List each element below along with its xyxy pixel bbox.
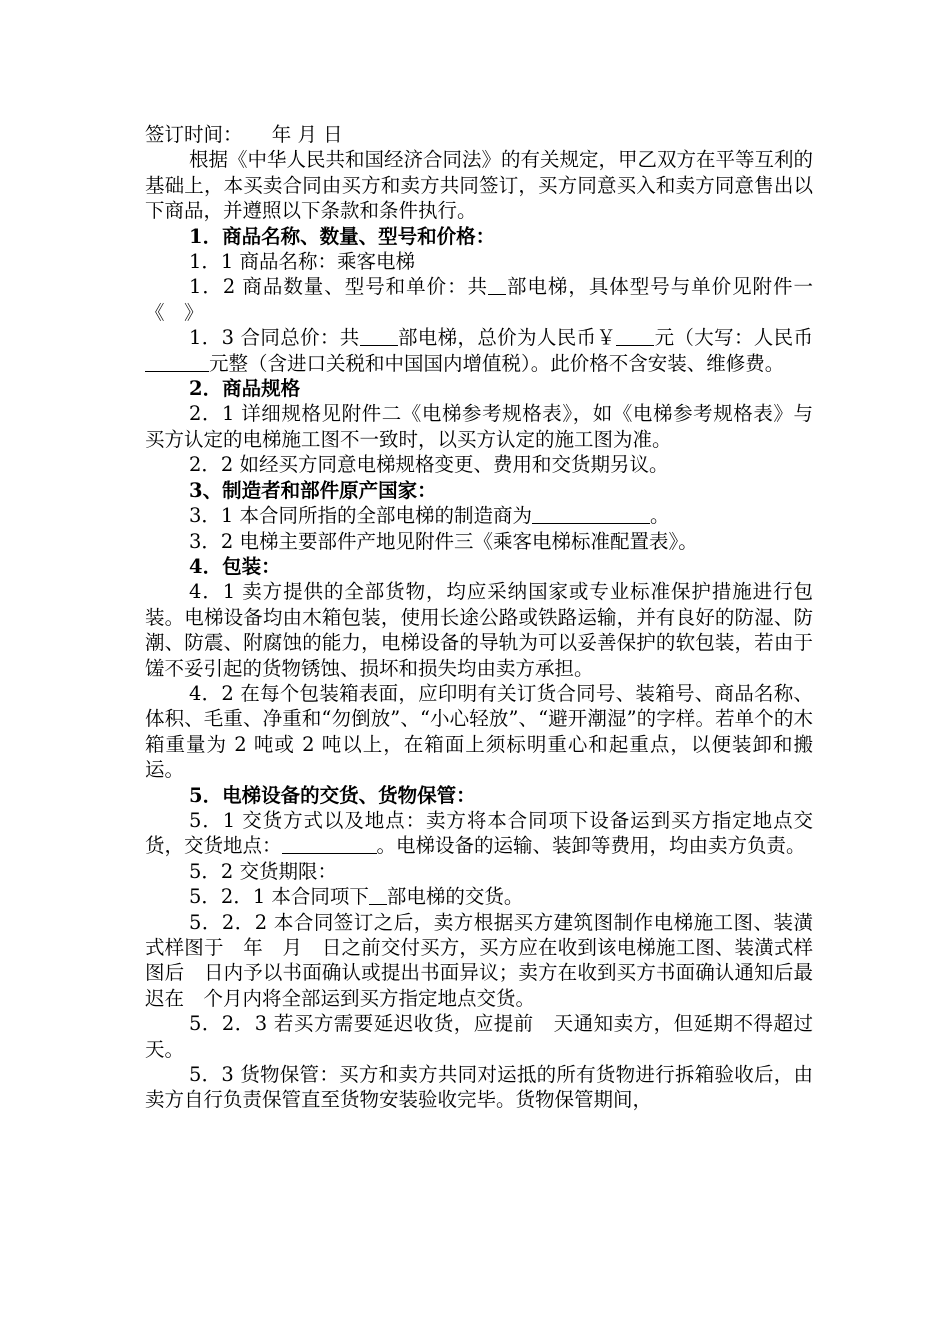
clause-4-1: 4．1 卖方提供的全部货物，均应采纳国家或专业标准保护措施进行包装。电梯设备均由木箱包装，使用长途公路或铁路运输，并有良好的防湿、防潮、防震、附腐蚀的能力，电梯设备的导轨为可以妥善保护的软包装，若由于馐不妥引起的货物锈蚀、损坏和损失均由卖方承担。: [145, 580, 813, 680]
clause-1-3: [145, 325, 813, 376]
clause-1-2-text-b: 部电梯，具体型号与单价见附件一《 》: [145, 275, 813, 324]
clause-4-2: 4．2 在每个包装箱表面，应印明有关订货合同号、装箱号、商品名称、体积、毛重、净重和“勿倒放”、“小心轻放”、“避开潮湿”的字样。若单个的木箱重量为 2 吨或 2 吨以上，在箱面上须标明重心和起重点，以便装卸和搬运。: [145, 681, 813, 782]
price-blank: [616, 327, 654, 346]
clause-3-2: 3．2 电梯主要部件产地见附件三《乘客电梯标准配置表》。: [189, 529, 698, 553]
clause-1-3-text-b: 部电梯，总价为人民币￥: [397, 326, 617, 350]
clause-5-2-3: 5．2．3 若买方需要延迟收货，应提前 天通知卖方，但延期不得超过 天。: [145, 1012, 833, 1061]
clause-3-1-text-a: 3．1 本合同所指的全部电梯的制造商为: [189, 504, 533, 528]
section-4-title: 4．包装：: [189, 554, 281, 578]
clause-2-2: 2．2 如经买方同意电梯规格变更、费用和交货期另议。: [189, 453, 669, 477]
manufacturer-blank: [532, 505, 650, 524]
clause-5-1-text-b: 。电梯设备的运输、装卸等费用，均由卖方负责。: [376, 834, 806, 858]
signing-date: 签订时间： 年 月 日: [145, 123, 343, 146]
intro-paragraph: 根据《中华人民共和国经济合同法》的有关规定，甲乙双方在平等互利的基础上，本买卖合同由买方和卖方共同签订，买方同意买入和卖方同意售出以下商品，并遵照以下条款和条件执行。: [145, 148, 814, 223]
clause-1-3-text-d: 元整（含进口关税和中国国内增值税）。此价格不含安装、维修费。: [209, 351, 785, 375]
clause-5-2-2: 5．2．2 本合同签订之后，卖方根据买方建筑图制作电梯施工图、装潢式样图于 年 月 日之前交付买方，买方应在收到该电梯施工图、装潢式样图后 日内予以书面确认或提出书面异议；卖方在收到买方书面确认通知后最迟在 个月内将全部运到买方指定地点交货。: [145, 910, 813, 1010]
section-3-title: 3、制造者和部件原产国家：: [189, 478, 437, 502]
clause-5-2-1-text-a: 5．2．1 本合同项下: [189, 885, 369, 909]
quantity-blank: [360, 327, 398, 346]
clause-5-2-1: [145, 884, 813, 909]
price-words-blank: [145, 353, 209, 372]
clause-3-1-text-b: 。: [650, 504, 670, 528]
clause-2-1: 2．1 详细规格见附件二《电梯参考规格表》，如《电梯参考规格表》与买方认定的电梯施工图不一致时，以买方认定的施工图为准。: [145, 402, 813, 451]
contract-document: [145, 122, 833, 1113]
clause-1-3-text-a: 1．3 合同总价：共: [189, 326, 360, 350]
clause-3-1: [145, 503, 813, 528]
clause-5-2: 5．2 交货期限：: [189, 859, 338, 883]
delivery-place-blank: [282, 835, 377, 854]
clause-5-1-text-a: 5．1 交货方式以及地点：卖方将本合同项下设备运到买方指定地点交货，交货地点：: [145, 808, 813, 858]
section-5-title: 5．电梯设备的交货、货物保管：: [189, 783, 476, 807]
section-2-title: 2．商品规格: [189, 377, 301, 401]
section-1-title: 1．商品名称、数量、型号和价格：: [189, 224, 496, 248]
clause-5-3: 5．3 货物保管：买方和卖方共同对运抵的所有货物进行拆箱验收后，由卖方自行负责保管直至货物安装验收完毕。货物保管期间，: [145, 1063, 813, 1112]
quantity-blank: [369, 886, 387, 905]
clause-1-1: 1．1 商品名称：乘客电梯: [189, 250, 416, 274]
clause-1-2-text-a: 1．2 商品数量、型号和单价：共: [189, 275, 488, 299]
clause-5-1: [145, 808, 813, 859]
clause-1-3-text-c: 元（大写：人民币: [654, 326, 813, 350]
clause-5-2-1-text-b: 部电梯的交货。: [386, 885, 524, 909]
clause-1-2: [145, 274, 813, 325]
quantity-blank: [488, 276, 506, 295]
